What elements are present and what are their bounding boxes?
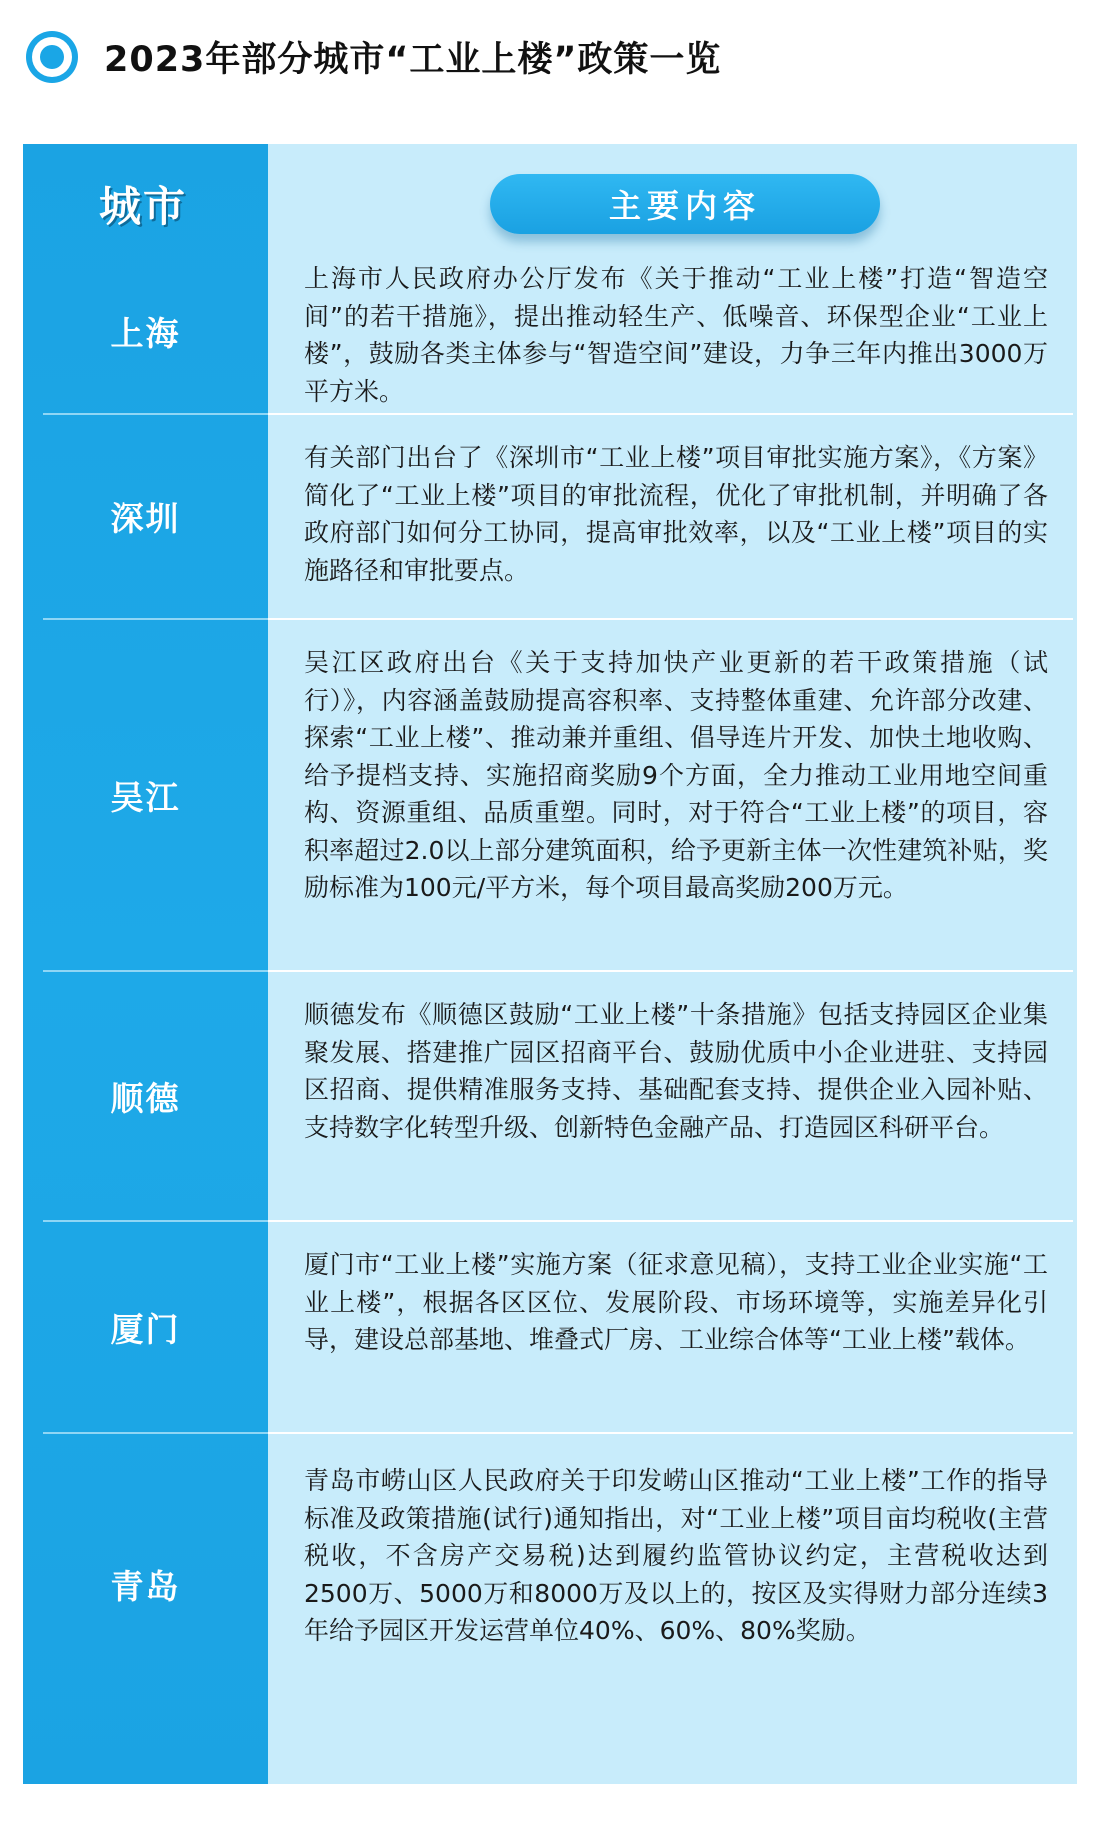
policy-content: 吴江区政府出台《关于支持加快产业更新的若干政策措施（试行）》，内容涵盖鼓励提高容积率、支持整体重建、允许部分改建、探索“工业上楼”、推动兼并重组、倡导连片开发、加快土地收购、给予提档支持、实施招商奖励9个方面，全力推动工业用地空间重构、资源重组、品质重塑。同时，对于符合“工业上楼”的项目，容积率超过2.0以上部分建筑面积，给予更新主体一次性建筑补贴，奖励标准为100元/平方米，每个项目最高奖励200万元。 bbox=[304, 648, 1048, 902]
page-title: 2023年部分城市“工业上楼”政策一览 bbox=[104, 40, 722, 80]
city-name: 顺德 bbox=[110, 1078, 181, 1118]
table-row bbox=[23, 250, 1077, 413]
policy-table bbox=[23, 144, 1077, 1784]
city-name: 上海 bbox=[110, 314, 181, 353]
table-row bbox=[23, 620, 1077, 970]
city-name: 吴江 bbox=[110, 777, 181, 817]
policy-content: 厦门市“工业上楼”实施方案（征求意见稿），支持工业企业实施“工业上楼”，根据各区区位、发展阶段、市场环境等，实施差异化引导，建设总部基地、堆叠式厂房、工业综合体等“工业上楼”载体。 bbox=[304, 1250, 1048, 1354]
title-row bbox=[26, 26, 721, 88]
table-row bbox=[23, 415, 1077, 618]
table-row bbox=[23, 1434, 1077, 1734]
city-name: 厦门 bbox=[110, 1309, 181, 1349]
policy-content: 青岛市崂山区人民政府关于印发崂山区推动“工业上楼”工作的指导标准及政策措施(试行)通知指出，对“工业上楼”项目亩均税收(主营税收，不含房产交易税)达到履约监管协议约定，主营税收达到2500万、5000万和8000万及以上的，按区及实得财力部分连续3年给予园区开发运营单位40%、60%、80%奖励。 bbox=[304, 1466, 1048, 1645]
table-row bbox=[23, 1222, 1077, 1432]
target-circle-icon bbox=[26, 31, 78, 83]
city-name: 青岛 bbox=[110, 1566, 181, 1606]
policy-content: 顺德发布《顺德区鼓励“工业上楼”十条措施》包括支持园区企业集聚发展、搭建推广园区招商平台、鼓励优质中小企业进驻、支持园区招商、提供精准服务支持、基础配套支持、提供企业入园补贴、支持数字化转型升级、创新特色金融产品、打造园区科研平台。 bbox=[304, 1000, 1048, 1142]
table-row bbox=[23, 972, 1077, 1220]
content-column-header: 主要内容 bbox=[490, 174, 880, 234]
city-name: 深圳 bbox=[110, 499, 181, 538]
policy-content: 上海市人民政府办公厅发布《关于推动“工业上楼”打造“智造空间”的若干措施》，提出推动轻生产、低噪音、环保型企业“工业上楼”，鼓励各类主体参与“智造空间”建设，力争三年内推出3000万平方米。 bbox=[304, 264, 1048, 406]
city-column-header: 城市 bbox=[98, 182, 187, 231]
policy-content: 有关部门出台了《深圳市“工业上楼”项目审批实施方案》，《方案》简化了“工业上楼”项目的审批流程，优化了审批机制，并明确了各政府部门如何分工协同，提高审批效率，以及“工业上楼”项目的实施路径和审批要点。 bbox=[304, 443, 1048, 585]
